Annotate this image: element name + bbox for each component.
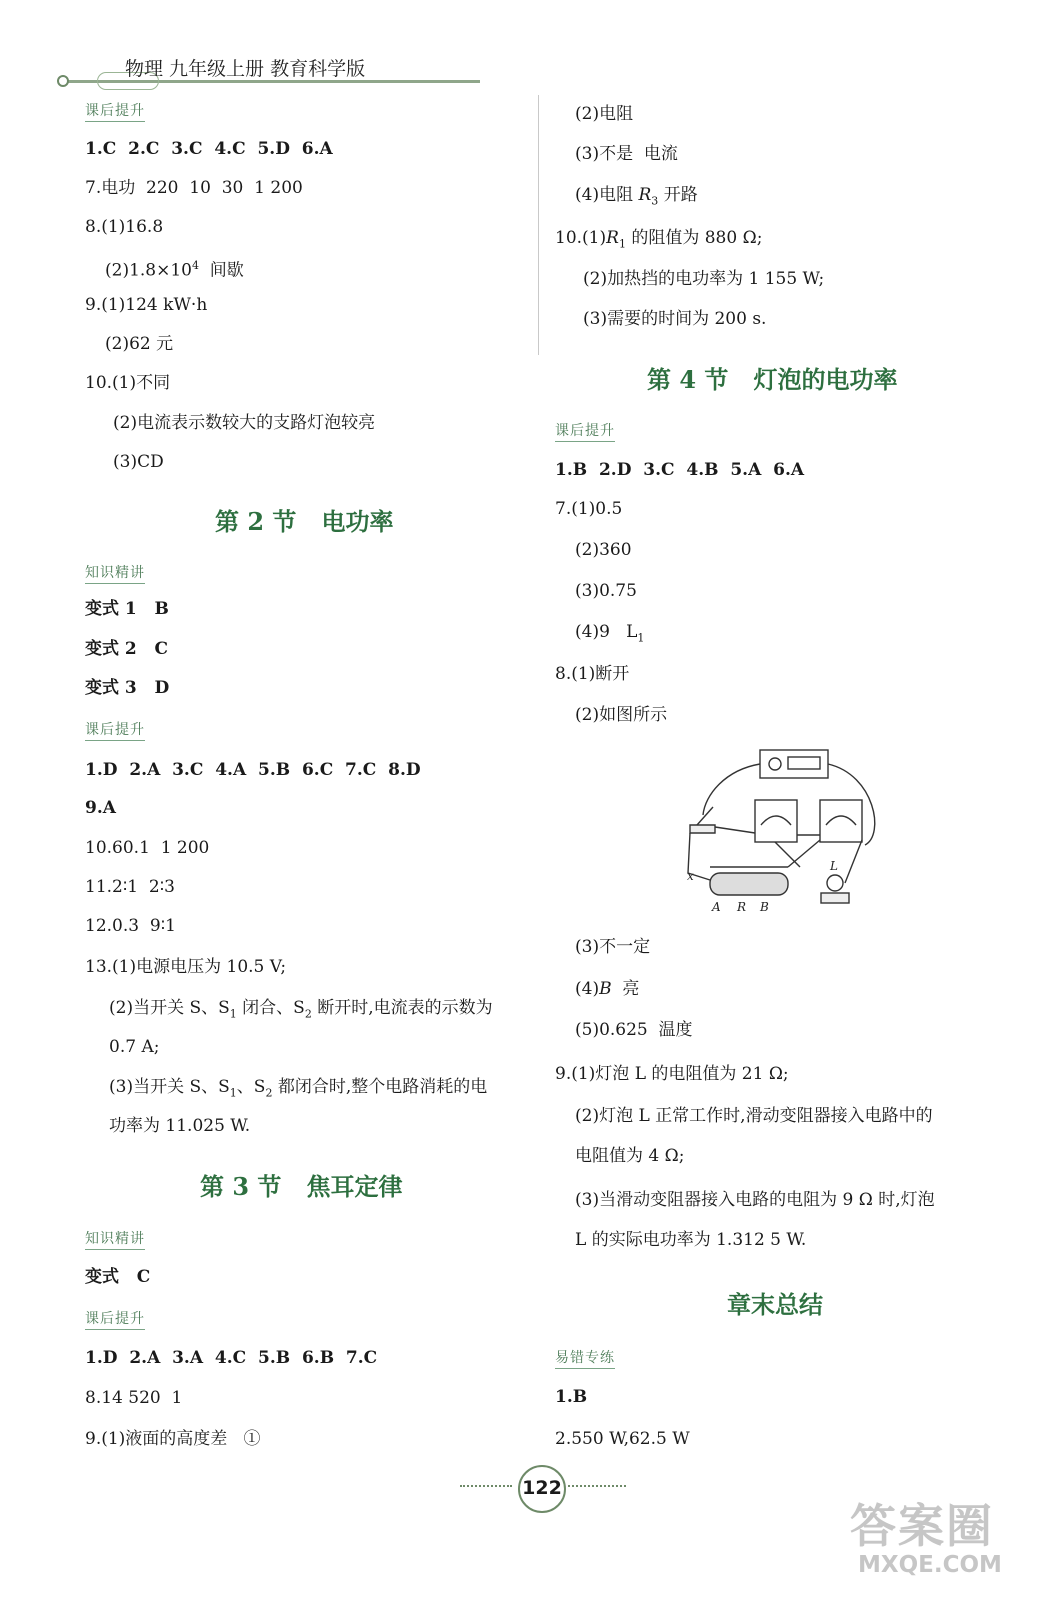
answer-line: 功率为 11.025 W.	[109, 1116, 251, 1136]
section-tag: 知识精讲	[85, 562, 145, 584]
section-title: 第 3 节 焦耳定律	[200, 1172, 403, 1201]
header-ornament-left	[57, 75, 69, 87]
switch	[690, 825, 715, 833]
answer-line: (3)当滑动变阻器接入电路的电阻为 9 Ω 时,灯泡	[575, 1190, 935, 1210]
answer-line: (2)电阻	[575, 104, 634, 124]
section-tag: 课后提升	[85, 719, 145, 741]
answer-line: 7.(1)0.5	[555, 499, 623, 519]
rheostat	[710, 873, 788, 895]
answer-line: (3)不一定	[575, 937, 651, 957]
answer-line: 9.(1)灯泡 L 的电阻值为 21 Ω;	[555, 1064, 789, 1084]
answer-line: (3)0.75	[575, 581, 637, 601]
section-tag: 课后提升	[555, 420, 615, 442]
answer-line: 7.电功 220 10 30 1 200	[85, 178, 303, 198]
answer-line: 8.(1)断开	[555, 664, 630, 684]
page-number: 122	[518, 1465, 566, 1513]
answer-line: (2)加热挡的电功率为 1 155 W;	[583, 269, 825, 289]
answer-line: 变式 3 D	[85, 678, 170, 698]
answer-line: 10.60.1 1 200	[85, 838, 210, 858]
answer-line: 1.D 2.A 3.C 4.A 5.B 6.C 7.C 8.D	[85, 760, 421, 780]
answer-line: (4)B 亮	[575, 979, 640, 999]
answer-line: 变式 C	[85, 1267, 151, 1287]
wire	[715, 827, 755, 833]
answer-line: 1.B 2.D 3.C 4.B 5.A 6.A	[555, 460, 805, 480]
section-title: 第 2 节 电功率	[215, 507, 394, 536]
answer-line: 1.C 2.C 3.C 4.C 5.D 6.A	[85, 139, 333, 159]
voltmeter	[755, 800, 797, 842]
lamp-base	[821, 893, 849, 903]
label-b: B	[760, 900, 769, 914]
answer-line: 11.2∶1 2∶3	[85, 877, 175, 897]
answer-line: 1.D 2.A 3.A 4.C 5.B 6.B 7.C	[85, 1348, 378, 1368]
answer-line: $(2)1.8\times 10^4$ 间歇	[105, 259, 244, 281]
answer-line: 13.(1)电源电压为 10.5 V;	[85, 957, 287, 977]
answer-line: (2)灯泡 L 正常工作时,滑动变阻器接入电路中的	[575, 1106, 933, 1126]
section-tag: 易错专练	[555, 1347, 615, 1369]
footer-dots-right	[568, 1485, 626, 1489]
wire	[788, 840, 820, 867]
answer-line: 0.7 A;	[109, 1037, 160, 1057]
answer-line: L 的实际电功率为 1.312 5 W.	[575, 1230, 807, 1250]
answer-line: (5)0.625 温度	[575, 1020, 693, 1040]
wire	[845, 840, 862, 883]
column-divider	[538, 95, 539, 355]
label-l: L	[830, 859, 838, 873]
section-tag: 知识精讲	[85, 1228, 145, 1250]
page-header	[55, 50, 485, 96]
answer-line: 变式 1 B	[85, 599, 169, 619]
lamp-bulb	[827, 875, 843, 891]
switch-lever	[697, 807, 713, 825]
section-tag: 课后提升	[85, 1308, 145, 1330]
answer-line: 8.14 520 1	[85, 1388, 183, 1408]
answer-line: 9.(1)液面的高度差 ①	[85, 1429, 261, 1449]
watermark-logo: 答案圈	[850, 1499, 994, 1553]
answer-line: 8.(1)16.8	[85, 217, 164, 237]
answer-line: (2)如图所示	[575, 705, 668, 725]
answer-line: 变式 2 C	[85, 639, 169, 659]
answer-line: 10.(1)不同	[85, 373, 171, 393]
label-a: A	[712, 900, 721, 914]
watermark-url: MXQE.COM	[858, 1552, 1002, 1578]
section-title: 章末总结	[727, 1290, 823, 1319]
section-tag: 课后提升	[85, 100, 145, 122]
wire	[703, 764, 760, 815]
answer-line: (2)当开关 S、$S_1$ 闭合、$S_2$ 断开时,电流表的示数为	[109, 998, 493, 1021]
answer-line: 2.550 W,62.5 W	[555, 1429, 690, 1449]
header-title: 物理 九年级上册 教育科学版	[125, 58, 366, 80]
answer-line: 9.A	[85, 798, 116, 818]
answer-line: (3)CD	[113, 452, 164, 472]
answer-line: 12.0.3 9∶1	[85, 916, 176, 936]
answer-line: (2)电流表示数较大的支路灯泡较亮	[113, 413, 376, 433]
answer-line: (2)360	[575, 540, 632, 560]
label-x: x	[687, 869, 694, 883]
answer-line: 9.(1)124 kW·h	[85, 295, 208, 315]
answer-line: (4)9 $L_1$	[575, 622, 645, 645]
ammeter	[820, 800, 862, 842]
power-supply	[760, 750, 828, 778]
circuit-diagram	[685, 745, 885, 915]
answer-line: $10.(1)R_1$ 的阻值为 880 Ω;	[555, 228, 763, 251]
footer-dots-left	[460, 1485, 512, 1489]
answer-line: (2)62 元	[105, 334, 174, 354]
label-r: R	[737, 900, 747, 914]
answer-line: (3)当开关 S、$S_1$、$S_2$ 都闭合时,整个电路消耗的电	[109, 1077, 488, 1100]
answer-line: (3)需要的时间为 200 s.	[583, 309, 767, 329]
wire	[775, 842, 800, 867]
answer-line: 1.B	[555, 1387, 588, 1407]
answer-line: (3)不是 电流	[575, 144, 678, 164]
section-title: 第 4 节 灯泡的电功率	[647, 365, 898, 394]
answer-line: 电阻值为 4 Ω;	[575, 1146, 685, 1166]
answer-line: (4)电阻 $R_3$ 开路	[575, 185, 698, 208]
watermark	[850, 1490, 1035, 1600]
